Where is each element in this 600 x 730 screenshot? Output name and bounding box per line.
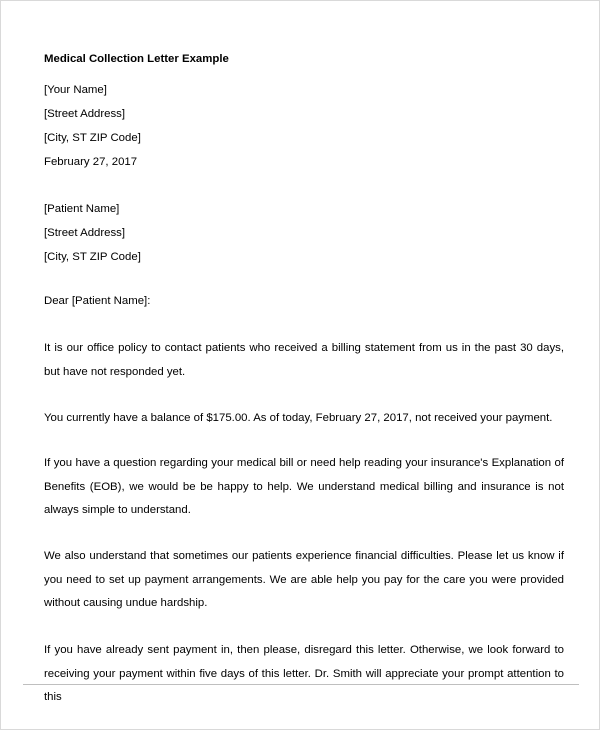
page-bottom-divider	[23, 684, 579, 685]
paragraph-1: It is our office policy to contact patients who received a billing statement from us in the past 30 days, but have not responded yet.	[44, 342, 564, 378]
document-title: Medical Collection Letter Example	[44, 53, 229, 65]
sender-name: [Your Name]	[44, 84, 107, 96]
paragraph-2: You currently have a balance of $175.00. As of today, February 27, 2017, not received your payment.	[44, 412, 553, 424]
salutation: Dear [Patient Name]:	[44, 295, 151, 307]
recipient-name: [Patient Name]	[44, 203, 120, 215]
paragraph-5: If you have already sent payment in, then please, disregard this letter. Otherwise, we look forward to receiving your payment within five days of this letter. Dr. Smith will appreciate your prompt attention to this	[44, 644, 564, 703]
recipient-street: [Street Address]	[44, 227, 126, 239]
paragraph-4: We also understand that sometimes our patients experience financial difficulties. Please let us know if you need to set up payment arrangements. We are able help you pay for the care you were provided without causing undue hardship.	[44, 550, 564, 609]
sender-city: [City, ST ZIP Code]	[44, 132, 141, 144]
recipient-city: [City, ST ZIP Code]	[44, 251, 141, 263]
paragraph-3: If you have a question regarding your medical bill or need help reading your insurance's Explanation of Benefits (EOB), we would be be happy to help. We understand medical billing and insurance is not always simple to understand.	[44, 457, 564, 516]
sender-street: [Street Address]	[44, 108, 126, 120]
letter-date: February 27, 2017	[44, 156, 138, 168]
